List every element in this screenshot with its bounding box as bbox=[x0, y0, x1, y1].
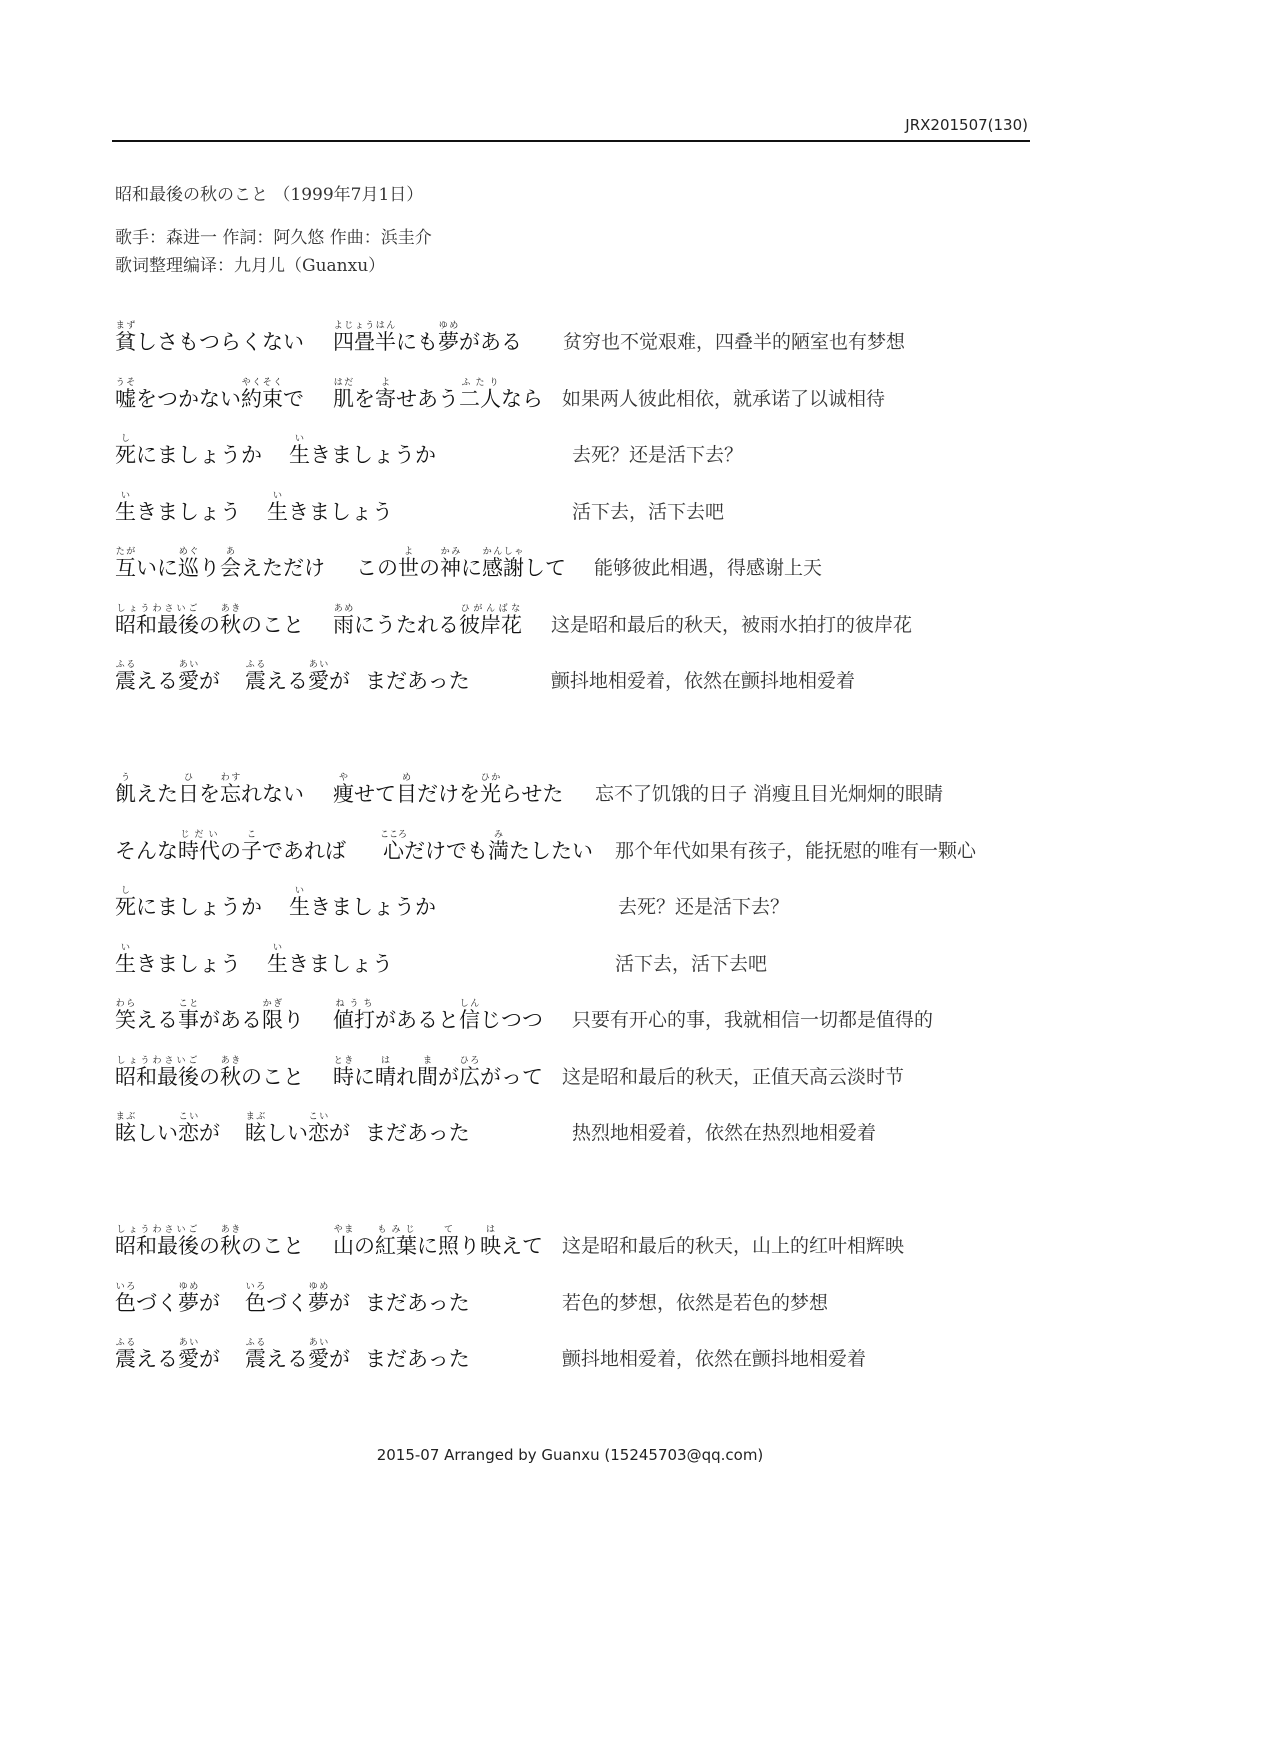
kana-text: の bbox=[220, 839, 241, 863]
lyric-chinese-translation: 贫穷也不觉艰难，四叠半的陋室也有梦想 bbox=[563, 331, 906, 353]
furigana-word: 貧まず bbox=[115, 321, 136, 354]
kana-text: きましょう bbox=[136, 952, 241, 976]
lyric-japanese-phrase bbox=[365, 1287, 470, 1317]
lyric-japanese-phrase bbox=[333, 1056, 543, 1091]
furigana-reading: いろ bbox=[245, 1282, 266, 1292]
lyric-japanese-phrase bbox=[245, 1338, 350, 1373]
lyric-chinese-translation: 这是昭和最后的秋天，山上的红叶相辉映 bbox=[562, 1235, 905, 1257]
lyric-japanese-phrase bbox=[333, 999, 543, 1034]
furigana-word: 眩まぶ bbox=[245, 1112, 266, 1145]
furigana-reading: ゆめ bbox=[178, 1282, 199, 1292]
furigana-word: 震ふる bbox=[115, 1338, 136, 1371]
kana-text: える bbox=[136, 1008, 178, 1032]
furigana-reading: ゆめ bbox=[438, 321, 459, 331]
lyric-japanese-phrase bbox=[115, 1282, 220, 1317]
furigana-reading: わす bbox=[220, 773, 241, 783]
furigana-word: 目め bbox=[396, 773, 417, 806]
furigana-reading: は bbox=[480, 1225, 501, 1235]
kana-text: なら bbox=[501, 387, 543, 411]
lyric-line bbox=[0, 825, 1272, 865]
furigana-word: 昭和最後しょうわさいご bbox=[115, 604, 199, 637]
kana-text: が bbox=[199, 1291, 220, 1315]
footer: 2015-07 Arranged by Guanxu (15245703@qq.com) bbox=[376, 1446, 764, 1464]
furigana-word: 信しん bbox=[459, 999, 480, 1032]
kana-text: り bbox=[283, 1008, 304, 1032]
lyric-japanese-phrase bbox=[115, 886, 262, 921]
furigana-reading: ひがんばな bbox=[459, 604, 522, 614]
furigana-word: 死し bbox=[115, 886, 136, 919]
lyric-chinese-translation: 热烈地相爱着，依然在热烈地相爱着 bbox=[572, 1122, 877, 1144]
furigana-reading: は bbox=[375, 1056, 396, 1066]
furigana-word: 愛あい bbox=[178, 660, 199, 693]
lyric-japanese-phrase bbox=[115, 1225, 304, 1260]
kana-text: じつつ bbox=[480, 1008, 543, 1032]
furigana-word: 恋こい bbox=[178, 1112, 199, 1145]
furigana-word: 生い bbox=[115, 943, 136, 976]
lyric-japanese-phrase bbox=[245, 660, 350, 695]
furigana-word: 生い bbox=[267, 943, 288, 976]
kana-text: たしたい bbox=[509, 839, 593, 863]
furigana-word: 秋あき bbox=[220, 1056, 241, 1089]
furigana-reading: いろ bbox=[115, 1282, 136, 1292]
arranger-credit: 歌词整理编译：九月儿（Guanxu） bbox=[115, 256, 386, 276]
furigana-reading: しょうわさいご bbox=[115, 604, 199, 614]
kana-text: が bbox=[199, 669, 220, 693]
lyric-chinese-translation: 活下去，活下去吧 bbox=[615, 953, 768, 975]
lyric-chinese-translation: 这是昭和最后的秋天，正值天高云淡时节 bbox=[562, 1066, 905, 1088]
furigana-reading: ねうち bbox=[333, 999, 375, 1009]
kana-text: にましょうか bbox=[136, 895, 262, 919]
furigana-reading: や bbox=[333, 773, 354, 783]
song-credits: 歌手：森进一 作詞：阿久悠 作曲：浜圭介 bbox=[115, 228, 432, 248]
furigana-reading: しょうわさいご bbox=[115, 1225, 199, 1235]
song-title: 昭和最後の秋のこと （1999年7月1日） bbox=[115, 185, 424, 205]
lyric-chinese-translation: 颤抖地相爱着，依然在颤抖地相爱着 bbox=[562, 1348, 867, 1370]
kana-text: に bbox=[354, 1065, 375, 1089]
kana-text: にうたれる bbox=[354, 613, 459, 637]
furigana-reading: あき bbox=[220, 1225, 241, 1235]
kana-text: に bbox=[461, 556, 482, 580]
furigana-word: 光ひか bbox=[480, 773, 501, 806]
furigana-word: 約束やくそく bbox=[241, 378, 283, 411]
lyric-chinese-translation: 如果两人彼此相依，就承诺了以诚相待 bbox=[562, 388, 886, 410]
furigana-word: 巡めぐ bbox=[178, 547, 199, 580]
lyric-line bbox=[0, 316, 1272, 356]
lyric-line bbox=[0, 1333, 1272, 1373]
kana-text: える bbox=[136, 1347, 178, 1371]
lyric-line bbox=[0, 768, 1272, 808]
furigana-reading: ゆめ bbox=[308, 1282, 329, 1292]
kana-text: きましょう bbox=[136, 500, 241, 524]
furigana-word: 夢ゆめ bbox=[308, 1282, 329, 1315]
lyric-japanese-phrase bbox=[115, 321, 304, 356]
furigana-reading: こい bbox=[178, 1112, 199, 1122]
furigana-word: 照て bbox=[438, 1225, 459, 1258]
kana-text: まだあった bbox=[365, 1347, 470, 1371]
kana-text: いに bbox=[136, 556, 178, 580]
lyric-japanese-phrase bbox=[245, 1112, 350, 1147]
furigana-word: 痩や bbox=[333, 773, 354, 806]
kana-text: まだあった bbox=[365, 1121, 470, 1145]
lyric-line bbox=[0, 1220, 1272, 1260]
lyric-chinese-translation: 这是昭和最后的秋天，被雨水拍打的彼岸花 bbox=[551, 614, 913, 636]
lyric-japanese-phrase bbox=[333, 604, 522, 639]
furigana-reading: し bbox=[115, 434, 136, 444]
lyric-japanese-phrase bbox=[289, 434, 436, 469]
furigana-reading: め bbox=[396, 773, 417, 783]
furigana-word: 値打ねうち bbox=[333, 999, 375, 1032]
furigana-word: 死し bbox=[115, 434, 136, 467]
furigana-reading: ふる bbox=[115, 1338, 136, 1348]
kana-text: そんな bbox=[115, 839, 178, 863]
furigana-reading: い bbox=[289, 886, 310, 896]
lyric-line bbox=[0, 655, 1272, 695]
furigana-word: 色いろ bbox=[115, 1282, 136, 1315]
furigana-word: 愛あい bbox=[308, 660, 329, 693]
lyric-line bbox=[0, 1107, 1272, 1147]
lyric-chinese-translation: 颤抖地相爱着，依然在颤抖地相爱着 bbox=[551, 670, 856, 692]
furigana-word: 広ひろ bbox=[459, 1056, 480, 1089]
lyric-japanese-phrase bbox=[333, 773, 563, 808]
kana-text: きましょう bbox=[288, 500, 393, 524]
furigana-word: 心こころ bbox=[380, 830, 408, 863]
furigana-word: 二人ふたり bbox=[459, 378, 501, 411]
furigana-reading: かみ bbox=[440, 547, 461, 557]
lyric-japanese-phrase bbox=[267, 943, 393, 978]
kana-text: まだあった bbox=[365, 1291, 470, 1315]
furigana-reading: しん bbox=[459, 999, 480, 1009]
furigana-reading: やくそく bbox=[241, 378, 283, 388]
furigana-reading: もみじ bbox=[375, 1225, 417, 1235]
furigana-word: 笑わら bbox=[115, 999, 136, 1032]
lyric-line bbox=[0, 486, 1272, 526]
furigana-word: 満み bbox=[488, 830, 509, 863]
kana-text: せあう bbox=[396, 387, 459, 411]
lyric-chinese-translation: 去死？还是活下去？ bbox=[572, 444, 744, 466]
furigana-reading: こと bbox=[178, 999, 199, 1009]
furigana-word: 秋あき bbox=[220, 604, 241, 637]
lyric-line bbox=[0, 994, 1272, 1034]
kana-text: える bbox=[136, 669, 178, 693]
lyric-chinese-translation: 只要有开心的事，我就相信一切都是值得的 bbox=[572, 1009, 934, 1031]
furigana-word: 夢ゆめ bbox=[178, 1282, 199, 1315]
furigana-reading: あい bbox=[308, 660, 329, 670]
lyric-line bbox=[0, 373, 1272, 413]
lyric-japanese-phrase bbox=[365, 1117, 470, 1147]
furigana-reading: ひろ bbox=[459, 1056, 480, 1066]
furigana-reading: わら bbox=[115, 999, 136, 1009]
kana-text: らせた bbox=[501, 782, 564, 806]
kana-text: が bbox=[199, 1121, 220, 1145]
furigana-word: 時代じだい bbox=[178, 830, 220, 863]
furigana-reading: み bbox=[488, 830, 509, 840]
furigana-word: 寄よ bbox=[375, 378, 396, 411]
kana-text: にも bbox=[396, 330, 438, 354]
kana-text: の bbox=[199, 1234, 220, 1258]
kana-text: をつかない bbox=[136, 387, 241, 411]
furigana-reading: とき bbox=[333, 1056, 354, 1066]
furigana-reading: かんしゃ bbox=[482, 547, 524, 557]
furigana-word: 飢う bbox=[115, 773, 136, 806]
kana-text: だけでも bbox=[404, 839, 488, 863]
furigana-word: 生い bbox=[267, 491, 288, 524]
furigana-word: 忘わす bbox=[220, 773, 241, 806]
kana-text: きましょうか bbox=[310, 895, 436, 919]
furigana-reading: ふたり bbox=[459, 378, 501, 388]
kana-text: この bbox=[356, 556, 398, 580]
lyric-chinese-translation: 活下去，活下去吧 bbox=[572, 501, 725, 523]
kana-text: の bbox=[354, 1234, 375, 1258]
lyric-chinese-translation: 若色的梦想，依然是若色的梦想 bbox=[562, 1292, 829, 1314]
kana-text: まだあった bbox=[365, 669, 470, 693]
furigana-word: 震ふる bbox=[245, 660, 266, 693]
kana-text: のこと bbox=[241, 613, 304, 637]
lyric-chinese-translation: 那个年代如果有孩子，能抚慰的唯有一颗心 bbox=[615, 840, 977, 862]
lyric-line bbox=[0, 1051, 1272, 1091]
furigana-word: 限かぎ bbox=[262, 999, 283, 1032]
lyric-line bbox=[0, 938, 1272, 978]
lyric-line bbox=[0, 542, 1272, 582]
furigana-word: 子こ bbox=[241, 830, 262, 863]
furigana-reading: まぶ bbox=[245, 1112, 266, 1122]
kana-text: であれば bbox=[262, 839, 346, 863]
kana-text: のこと bbox=[241, 1234, 304, 1258]
lyric-japanese-phrase bbox=[115, 491, 241, 526]
lyric-japanese-phrase bbox=[365, 665, 470, 695]
furigana-reading: めぐ bbox=[178, 547, 199, 557]
kana-text: れ bbox=[396, 1065, 417, 1089]
furigana-reading: い bbox=[115, 491, 136, 501]
furigana-reading: うそ bbox=[115, 378, 136, 388]
furigana-word: 愛あい bbox=[308, 1338, 329, 1371]
furigana-reading: しょうわさいご bbox=[115, 1056, 199, 1066]
lyric-japanese-phrase bbox=[267, 491, 393, 526]
furigana-reading: ひか bbox=[480, 773, 501, 783]
furigana-reading: やま bbox=[333, 1225, 354, 1235]
lyric-japanese-phrase bbox=[115, 830, 346, 865]
furigana-reading: よじょうはん bbox=[333, 321, 396, 331]
lyric-japanese-phrase bbox=[245, 1282, 350, 1317]
furigana-word: 会あ bbox=[220, 547, 241, 580]
furigana-reading: い bbox=[289, 434, 310, 444]
kana-text: きましょう bbox=[288, 952, 393, 976]
furigana-word: 感謝かんしゃ bbox=[482, 547, 524, 580]
kana-text: を bbox=[199, 782, 220, 806]
lyric-chinese-translation: 去死？还是活下去？ bbox=[618, 896, 790, 918]
kana-text: しい bbox=[266, 1121, 308, 1145]
kana-text: えて bbox=[501, 1234, 543, 1258]
lyric-line bbox=[0, 1277, 1272, 1317]
kana-text: が bbox=[199, 1347, 220, 1371]
furigana-reading: て bbox=[438, 1225, 459, 1235]
lyric-japanese-phrase bbox=[115, 434, 262, 469]
furigana-word: 眩まぶ bbox=[115, 1112, 136, 1145]
furigana-word: 互たが bbox=[115, 547, 136, 580]
kana-text: しい bbox=[136, 1121, 178, 1145]
lyric-line bbox=[0, 599, 1272, 639]
kana-text: があると bbox=[375, 1008, 459, 1032]
furigana-reading: かぎ bbox=[262, 999, 283, 1009]
kana-text: が bbox=[329, 1347, 350, 1371]
lyric-line bbox=[0, 429, 1272, 469]
lyric-japanese-phrase bbox=[115, 773, 304, 808]
kana-text: が bbox=[329, 669, 350, 693]
kana-text: える bbox=[266, 1347, 308, 1371]
furigana-word: 映は bbox=[480, 1225, 501, 1258]
furigana-reading: ま bbox=[417, 1056, 438, 1066]
furigana-word: 晴は bbox=[375, 1056, 396, 1089]
kana-text: づく bbox=[266, 1291, 308, 1315]
furigana-reading: ふる bbox=[115, 660, 136, 670]
furigana-word: 時とき bbox=[333, 1056, 354, 1089]
furigana-reading: あい bbox=[178, 1338, 199, 1348]
document-id: JRX201507(130) bbox=[905, 116, 1028, 134]
header-rule bbox=[112, 140, 1030, 142]
furigana-reading: あめ bbox=[333, 604, 354, 614]
furigana-reading: ひ bbox=[178, 773, 199, 783]
lyric-japanese-phrase bbox=[115, 1338, 220, 1373]
furigana-word: 生い bbox=[115, 491, 136, 524]
furigana-reading: い bbox=[267, 491, 288, 501]
furigana-word: 嘘うそ bbox=[115, 378, 136, 411]
furigana-word: 震ふる bbox=[245, 1338, 266, 1371]
kana-text: えただけ bbox=[241, 556, 325, 580]
lyric-japanese-phrase bbox=[115, 1112, 220, 1147]
kana-text: が bbox=[329, 1291, 350, 1315]
lyric-japanese-phrase bbox=[115, 547, 325, 582]
furigana-word: 昭和最後しょうわさいご bbox=[115, 1225, 199, 1258]
furigana-reading: たが bbox=[115, 547, 136, 557]
kana-text: に bbox=[417, 1234, 438, 1258]
kana-text: り bbox=[459, 1234, 480, 1258]
furigana-word: 紅葉もみじ bbox=[375, 1225, 417, 1258]
lyric-japanese-phrase bbox=[115, 660, 220, 695]
furigana-reading: よ bbox=[375, 378, 396, 388]
furigana-reading: ふる bbox=[245, 1338, 266, 1348]
kana-text: の bbox=[199, 613, 220, 637]
lyric-line bbox=[0, 881, 1272, 921]
lyric-japanese-phrase bbox=[333, 378, 543, 413]
kana-text: が bbox=[329, 1121, 350, 1145]
furigana-reading: あき bbox=[220, 604, 241, 614]
kana-text: がって bbox=[480, 1065, 543, 1089]
furigana-word: 山やま bbox=[333, 1225, 354, 1258]
kana-text: のこと bbox=[241, 1065, 304, 1089]
furigana-reading: じだい bbox=[178, 830, 220, 840]
kana-text: づく bbox=[136, 1291, 178, 1315]
furigana-word: 夢ゆめ bbox=[438, 321, 459, 354]
kana-text: きましょうか bbox=[310, 443, 436, 467]
furigana-reading: はだ bbox=[333, 378, 354, 388]
furigana-reading: う bbox=[115, 773, 136, 783]
kana-text: の bbox=[199, 1065, 220, 1089]
furigana-reading: い bbox=[115, 943, 136, 953]
kana-text: で bbox=[283, 387, 304, 411]
kana-text: しさもつらくない bbox=[136, 330, 304, 354]
lyric-japanese-phrase bbox=[380, 830, 593, 865]
furigana-reading: い bbox=[267, 943, 288, 953]
furigana-reading: まず bbox=[115, 321, 136, 331]
furigana-word: 昭和最後しょうわさいご bbox=[115, 1056, 199, 1089]
furigana-word: 恋こい bbox=[308, 1112, 329, 1145]
furigana-reading: こい bbox=[308, 1112, 329, 1122]
furigana-reading: あ bbox=[220, 547, 241, 557]
furigana-reading: し bbox=[115, 886, 136, 896]
furigana-reading: まぶ bbox=[115, 1112, 136, 1122]
kana-text: れない bbox=[241, 782, 304, 806]
kana-text: えた bbox=[136, 782, 178, 806]
furigana-word: 生い bbox=[289, 886, 310, 919]
lyric-japanese-phrase bbox=[289, 886, 436, 921]
furigana-word: 日ひ bbox=[178, 773, 199, 806]
furigana-word: 事こと bbox=[178, 999, 199, 1032]
lyric-chinese-translation: 能够彼此相遇，得感谢上天 bbox=[594, 557, 823, 579]
kana-text: だけを bbox=[417, 782, 480, 806]
furigana-reading: あい bbox=[178, 660, 199, 670]
kana-text: える bbox=[266, 669, 308, 693]
kana-text: が bbox=[438, 1065, 459, 1089]
lyric-japanese-phrase bbox=[365, 1343, 470, 1373]
furigana-word: 世よ bbox=[398, 547, 419, 580]
furigana-reading: こ bbox=[241, 830, 262, 840]
furigana-word: 肌はだ bbox=[333, 378, 354, 411]
kana-text: を bbox=[354, 387, 375, 411]
furigana-word: 生い bbox=[289, 434, 310, 467]
furigana-word: 愛あい bbox=[178, 1338, 199, 1371]
lyric-chinese-translation: 忘不了饥饿的日子 消瘦且目光炯炯的眼睛 bbox=[595, 783, 944, 805]
kana-text: にましょうか bbox=[136, 443, 262, 467]
kana-text: の bbox=[419, 556, 440, 580]
furigana-word: 震ふる bbox=[115, 660, 136, 693]
lyric-japanese-phrase bbox=[333, 1225, 543, 1260]
furigana-word: 四畳半よじょうはん bbox=[333, 321, 396, 354]
kana-text: がある bbox=[199, 1008, 262, 1032]
kana-text: して bbox=[524, 556, 566, 580]
lyric-japanese-phrase bbox=[115, 999, 304, 1034]
furigana-word: 雨あめ bbox=[333, 604, 354, 637]
lyric-japanese-phrase bbox=[115, 1056, 304, 1091]
kana-text: がある bbox=[459, 330, 522, 354]
furigana-reading: こころ bbox=[380, 830, 408, 840]
furigana-reading: ふる bbox=[245, 660, 266, 670]
kana-text: り bbox=[199, 556, 220, 580]
lyric-japanese-phrase bbox=[115, 604, 304, 639]
furigana-reading: よ bbox=[398, 547, 419, 557]
lyric-japanese-phrase bbox=[115, 378, 304, 413]
furigana-reading: あい bbox=[308, 1338, 329, 1348]
lyric-japanese-phrase bbox=[115, 943, 241, 978]
kana-text: せて bbox=[354, 782, 396, 806]
lyric-japanese-phrase bbox=[356, 547, 566, 582]
furigana-word: 間ま bbox=[417, 1056, 438, 1089]
furigana-word: 神かみ bbox=[440, 547, 461, 580]
furigana-word: 彼岸花ひがんばな bbox=[459, 604, 522, 637]
furigana-reading: あき bbox=[220, 1056, 241, 1066]
lyric-japanese-phrase bbox=[333, 321, 522, 356]
furigana-word: 秋あき bbox=[220, 1225, 241, 1258]
furigana-word: 色いろ bbox=[245, 1282, 266, 1315]
